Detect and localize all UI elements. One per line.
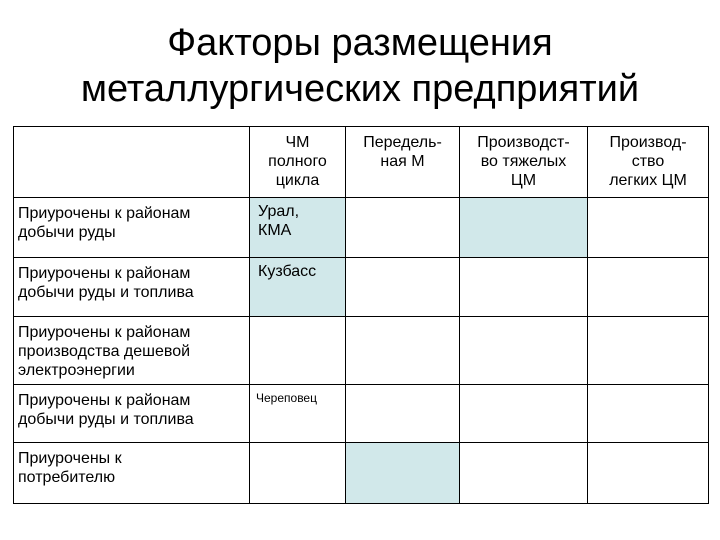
cell-peredel-m bbox=[346, 443, 460, 504]
cell-peredel-m bbox=[346, 198, 460, 258]
cell-heavy-cm bbox=[460, 385, 588, 443]
cell-peredel-m bbox=[346, 258, 460, 317]
slide-title-line-1: Факторы размещения bbox=[167, 22, 553, 64]
header-cm-full-cycle: ЧМ полного цикла bbox=[250, 127, 346, 198]
row-label: Приурочены к районам добычи руды и топлива bbox=[14, 385, 250, 443]
cell-cm-full-cycle: Урал, КМА bbox=[250, 198, 346, 258]
cell-heavy-cm bbox=[460, 258, 588, 317]
cell-heavy-cm bbox=[460, 317, 588, 385]
cell-light-cm bbox=[588, 317, 709, 385]
table-row bbox=[14, 385, 709, 443]
table-row bbox=[14, 443, 709, 504]
row-label: Приурочены к районам производства дешевой электроэнергии bbox=[14, 317, 250, 385]
header-row bbox=[14, 127, 709, 198]
row-label: Приурочены к потребителю bbox=[14, 443, 250, 504]
factors-table bbox=[13, 126, 709, 504]
cell-peredel-m bbox=[346, 317, 460, 385]
header-corner-cell bbox=[14, 127, 250, 198]
header-heavy-cm: Производст- во тяжелых ЦМ bbox=[460, 127, 588, 198]
cell-cm-full-cycle: Череповец bbox=[250, 385, 346, 443]
cell-light-cm bbox=[588, 198, 709, 258]
row-label: Приурочены к районам добычи руды bbox=[14, 198, 250, 258]
header-peredel-m: Передель- ная М bbox=[346, 127, 460, 198]
cell-peredel-m bbox=[346, 385, 460, 443]
cell-heavy-cm bbox=[460, 443, 588, 504]
cell-light-cm bbox=[588, 443, 709, 504]
row-label: Приурочены к районам добычи руды и топлива bbox=[14, 258, 250, 317]
cell-cm-full-cycle bbox=[250, 443, 346, 504]
cell-light-cm bbox=[588, 385, 709, 443]
slide-title bbox=[0, 20, 720, 112]
cell-cm-full-cycle bbox=[250, 317, 346, 385]
slide-title-line-2: металлургических предприятий bbox=[80, 68, 640, 110]
table-row bbox=[14, 317, 709, 385]
cell-heavy-cm bbox=[460, 198, 588, 258]
table-row bbox=[14, 258, 709, 317]
cell-cm-full-cycle: Кузбасс bbox=[250, 258, 346, 317]
cell-light-cm bbox=[588, 258, 709, 317]
header-light-cm: Производ- ство легких ЦМ bbox=[588, 127, 709, 198]
table-row bbox=[14, 198, 709, 258]
